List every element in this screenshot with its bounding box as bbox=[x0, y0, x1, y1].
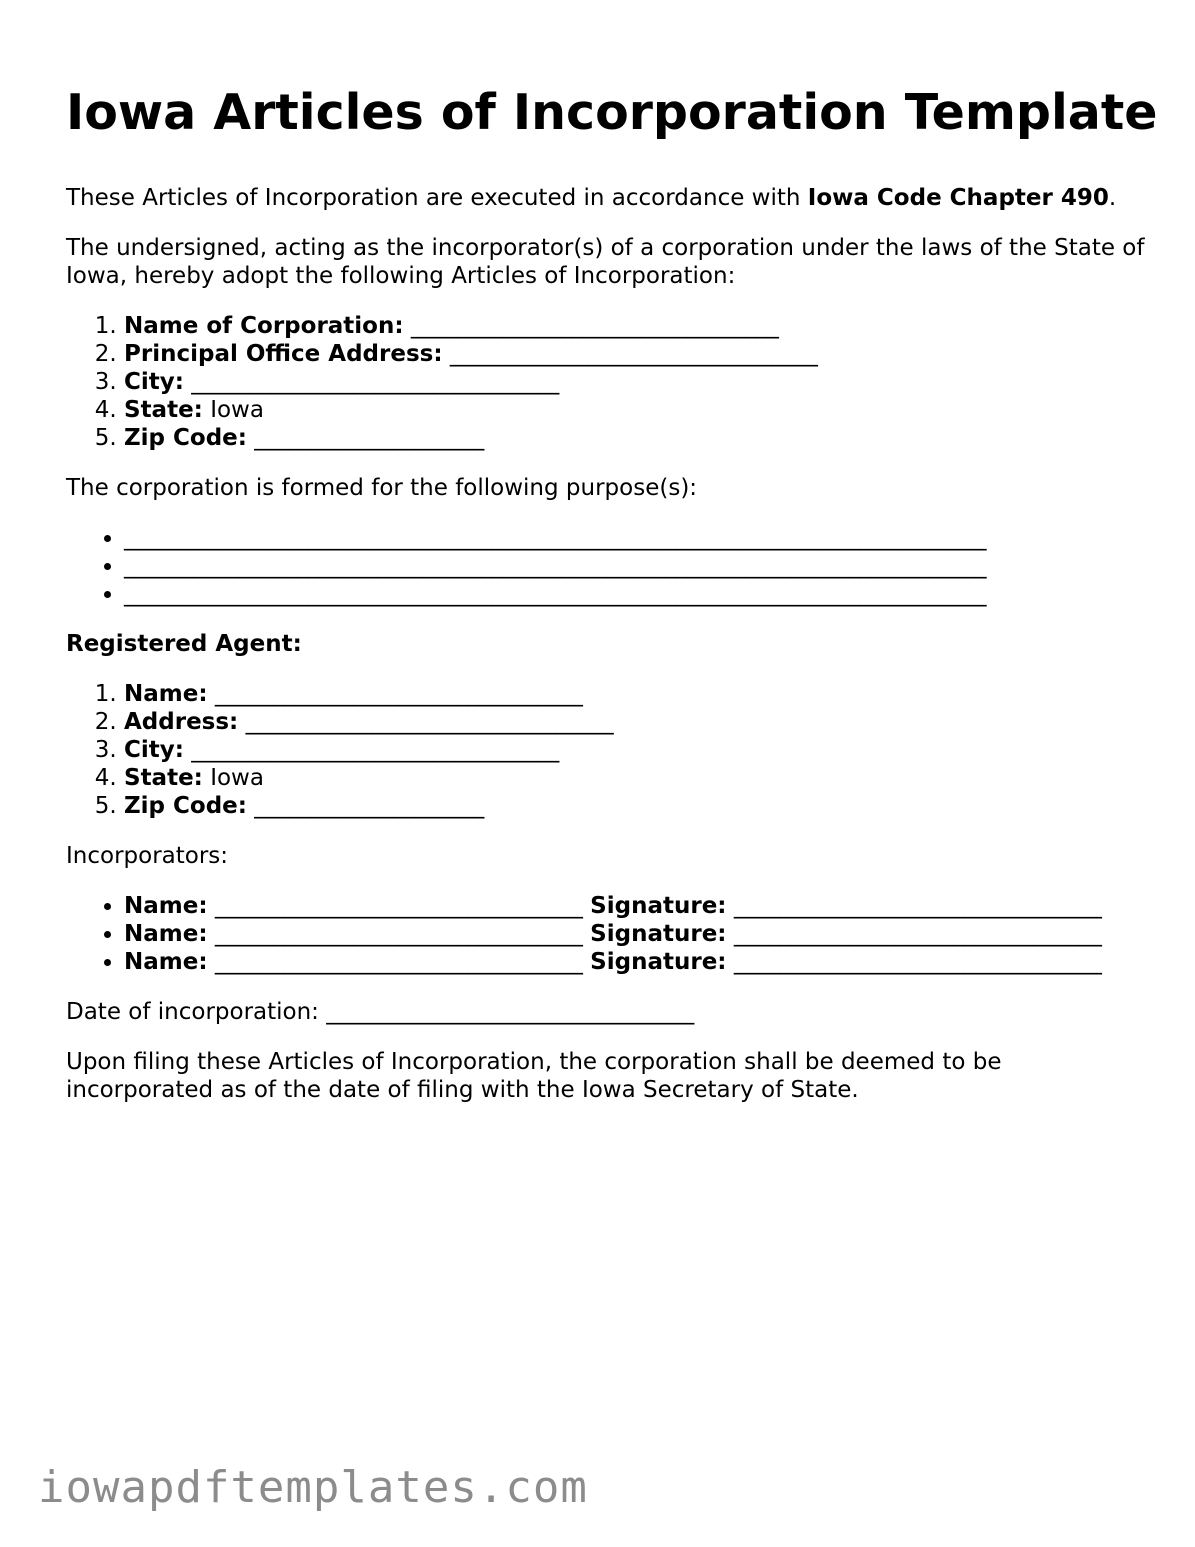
signature-blank: ________________________________ bbox=[733, 921, 1102, 947]
name-blank: ________________________________ bbox=[214, 893, 583, 919]
field-label: State: bbox=[124, 397, 203, 423]
field-label: Zip Code: bbox=[124, 793, 247, 819]
incorporator-row bbox=[124, 920, 1146, 948]
signature-label: Signature: bbox=[590, 893, 727, 919]
closing-paragraph: Upon filing these Articles of Incorporation, the corporation shall be deemed to be incorporated as of the date of filing with the Iowa Secretary of State. bbox=[66, 1049, 1002, 1103]
incorporators-heading: Incorporators: bbox=[66, 843, 229, 869]
field-blank: ____________________ bbox=[254, 425, 485, 451]
name-label: Name: bbox=[124, 949, 208, 975]
field-label: Address: bbox=[124, 709, 239, 735]
intro-code-reference: Iowa Code Chapter 490 bbox=[807, 185, 1109, 211]
date-label: Date of incorporation: bbox=[66, 999, 319, 1025]
field-blank: ________________________________ bbox=[191, 737, 560, 763]
agent-city-field bbox=[124, 736, 1146, 764]
intro-text: These Articles of Incorporation are executed in accordance with bbox=[66, 185, 808, 211]
field-label: Name of Corporation: bbox=[124, 313, 404, 339]
registered-agent-heading: Registered Agent: bbox=[66, 631, 302, 657]
principal-office-field bbox=[124, 340, 1146, 368]
page-title: Iowa Articles of Incorporation Template bbox=[66, 84, 1158, 141]
purpose-line: • ___________________________________________________________________________ bbox=[124, 580, 1146, 608]
field-label: State: bbox=[124, 765, 203, 791]
field-label: City: bbox=[124, 369, 184, 395]
incorporators-list bbox=[66, 892, 1146, 976]
field-value: Iowa bbox=[210, 397, 264, 423]
intro-period: . bbox=[1108, 185, 1117, 211]
adopt-paragraph: The undersigned, acting as the incorporator(s) of a corporation under the laws of the State of Iowa, hereby adopt the following Articles of Incorporation: bbox=[66, 235, 1145, 289]
date-blank: ________________________________ bbox=[326, 999, 695, 1025]
site-watermark: iowapdftemplates.com bbox=[38, 1462, 588, 1513]
purpose-lines-list bbox=[66, 524, 1146, 608]
name-blank: ________________________________ bbox=[214, 921, 583, 947]
agent-fields-list bbox=[66, 680, 1146, 820]
city-field bbox=[124, 368, 1146, 396]
document-page bbox=[66, 80, 1158, 1126]
corporation-name-field bbox=[124, 312, 1146, 340]
field-blank: ________________________________ bbox=[214, 681, 583, 707]
purpose-line: • ___________________________________________________________________________ bbox=[124, 552, 1146, 580]
corporation-fields-list bbox=[66, 312, 1146, 452]
field-blank: ________________________________ bbox=[245, 709, 614, 735]
signature-blank: ________________________________ bbox=[733, 949, 1102, 975]
field-label: City: bbox=[124, 737, 184, 763]
name-blank: ________________________________ bbox=[214, 949, 583, 975]
incorporator-row bbox=[124, 948, 1146, 976]
state-field bbox=[124, 396, 1146, 424]
zip-code-field bbox=[124, 424, 1146, 452]
date-of-incorporation bbox=[66, 998, 1146, 1026]
signature-label: Signature: bbox=[590, 949, 727, 975]
field-blank: ________________________________ bbox=[410, 313, 779, 339]
signature-label: Signature: bbox=[590, 921, 727, 947]
field-blank: ________________________________ bbox=[449, 341, 818, 367]
field-blank: ____________________ bbox=[254, 793, 485, 819]
agent-state-field bbox=[124, 764, 1146, 792]
field-value: Iowa bbox=[210, 765, 264, 791]
field-blank: ________________________________ bbox=[191, 369, 560, 395]
field-label: Name: bbox=[124, 681, 208, 707]
purpose-line: • ___________________________________________________________________________ bbox=[124, 524, 1146, 552]
agent-name-field bbox=[124, 680, 1146, 708]
intro-paragraph bbox=[66, 184, 1146, 212]
field-label: Principal Office Address: bbox=[124, 341, 443, 367]
purpose-paragraph: The corporation is formed for the following purpose(s): bbox=[66, 475, 698, 501]
name-label: Name: bbox=[124, 921, 208, 947]
agent-zip-code-field bbox=[124, 792, 1146, 820]
name-label: Name: bbox=[124, 893, 208, 919]
agent-address-field bbox=[124, 708, 1146, 736]
signature-blank: ________________________________ bbox=[733, 893, 1102, 919]
field-label: Zip Code: bbox=[124, 425, 247, 451]
incorporator-row bbox=[124, 892, 1146, 920]
